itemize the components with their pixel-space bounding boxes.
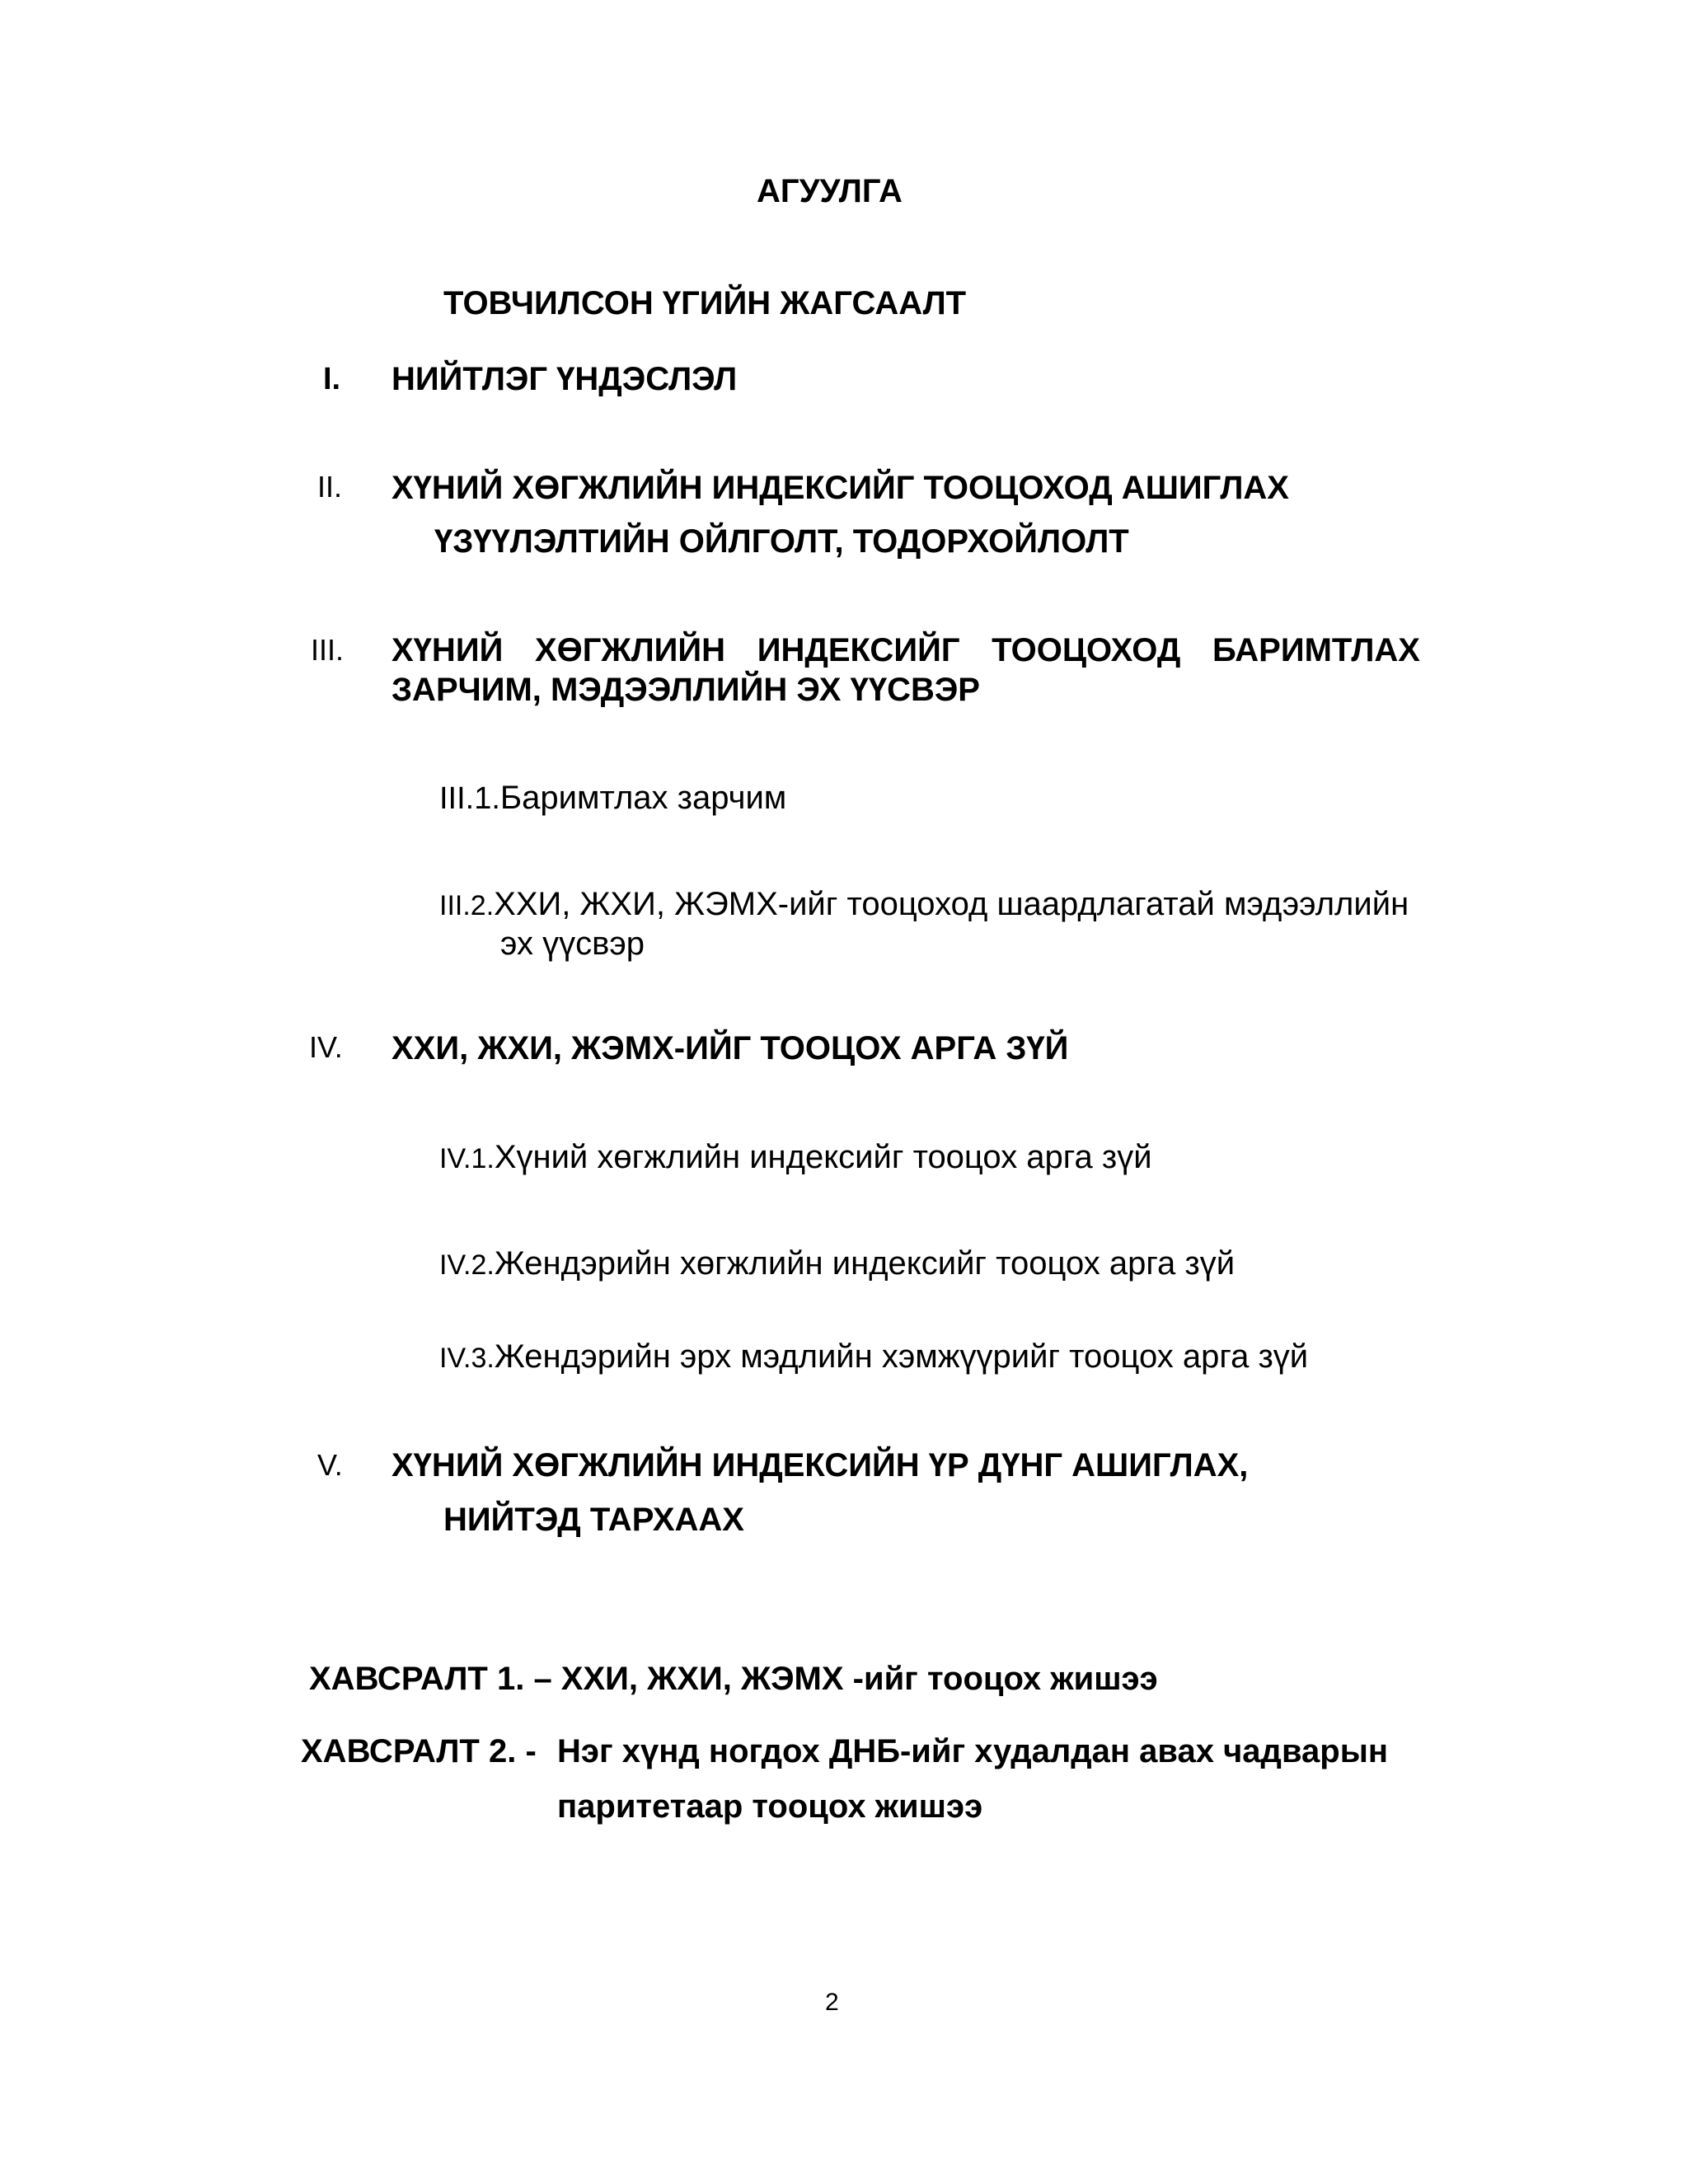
page-title: АГУУЛГА [757,173,903,209]
toc-entry-section-5-line2: НИЙТЭД ТАРХААХ [443,1502,744,1538]
toc-entry-abbreviations: ТОВЧИЛСОН ҮГИЙН ЖАГСААЛТ [443,285,967,321]
section-number-5: V. [317,1448,343,1482]
toc-entry-section-1: НИЙТЛЭГ ҮНДЭСЛЭЛ [392,361,738,397]
toc-subentry-3-2 [439,888,1409,921]
section-number-4: IV. [309,1030,343,1064]
section-number-3: III. [311,633,345,667]
page-number: 2 [825,1989,839,2016]
toc-entry-section-2-line2: ҮЗҮҮЛЭЛТИЙН ОЙЛГОЛТ, ТОДОРХОЙЛОЛТ [434,523,1129,560]
toc-entry-section-5-line1: ХҮНИЙ ХӨГЖЛИЙН ИНДЕКСИЙН ҮР ДҮНГ АШИГЛАХ, [392,1447,1249,1483]
section-number-1: I. [323,362,341,396]
subsection-title: Жендэрийн хөгжлийн индексийг тооцох арга зүй [494,1245,1236,1282]
toc-entry-section-3-line1 [392,634,1420,667]
subsection-number: IV.1. [439,1143,495,1174]
toc-subentry-3-2-line2: эх үүсвэр [500,926,645,962]
toc-appendix-2-line1: Нэг хүнд ногдох ДНБ-ийг худалдан авах чадварын [557,1733,1389,1769]
toc-subentry-3-1 [439,781,786,814]
toc-appendix-2-label: ХАВСРАЛТ 2. - [301,1733,537,1769]
section-number-2: II. [317,470,343,504]
subsection-number: IV.3. [439,1343,495,1374]
toc-subentry-4-3 [439,1340,1308,1373]
toc-entry-section-3-line2: ЗАРЧИМ, МЭДЭЭЛЛИЙН ЭХ ҮҮСВЭР [392,672,980,708]
toc-entry-section-4: ХХИ, ЖХИ, ЖЭМХ-ИЙГ ТООЦОХ АРГА ЗҮЙ [392,1030,1069,1066]
subsection-number: III.2. [439,890,495,921]
toc-entry-section-2-line1: ХҮНИЙ ХӨГЖЛИЙН ИНДЕКСИЙГ ТООЦОХОД АШИГЛАХ [392,470,1289,506]
toc-word: БАРИМТЛАХ [1212,632,1420,668]
subsection-title: ХХИ, ЖХИ, ЖЭМХ-ийг тооцоход шаардлагатай мэдээллийн [494,886,1409,922]
toc-word: ХӨГЖЛИЙН [534,632,726,668]
subsection-title: Баримтлах зарчим [499,780,787,816]
toc-word: ХҮНИЙ [392,632,504,668]
toc-word: ТООЦОХОД [992,632,1181,668]
toc-word: ИНДЕКСИЙГ [757,632,960,668]
toc-subentry-4-1 [439,1141,1152,1174]
toc-subentry-4-2 [439,1247,1235,1280]
subsection-title: Жендэрийн эрх мэдлийн хэмжүүрийг тооцох арга зүй [494,1338,1309,1375]
toc-appendix-2-line2: паритетаар тооцох жишээ [557,1788,983,1825]
subsection-number: IV.2. [439,1249,495,1281]
subsection-title: Хүний хөгжлийн индексийг тооцох арга зүй [494,1139,1152,1175]
subsection-number: III.1. [439,781,500,816]
toc-appendix-1: ХАВСРАЛТ 1. – ХХИ, ЖХИ, ЖЭМХ -ийг тооцох жишээ [309,1661,1158,1697]
